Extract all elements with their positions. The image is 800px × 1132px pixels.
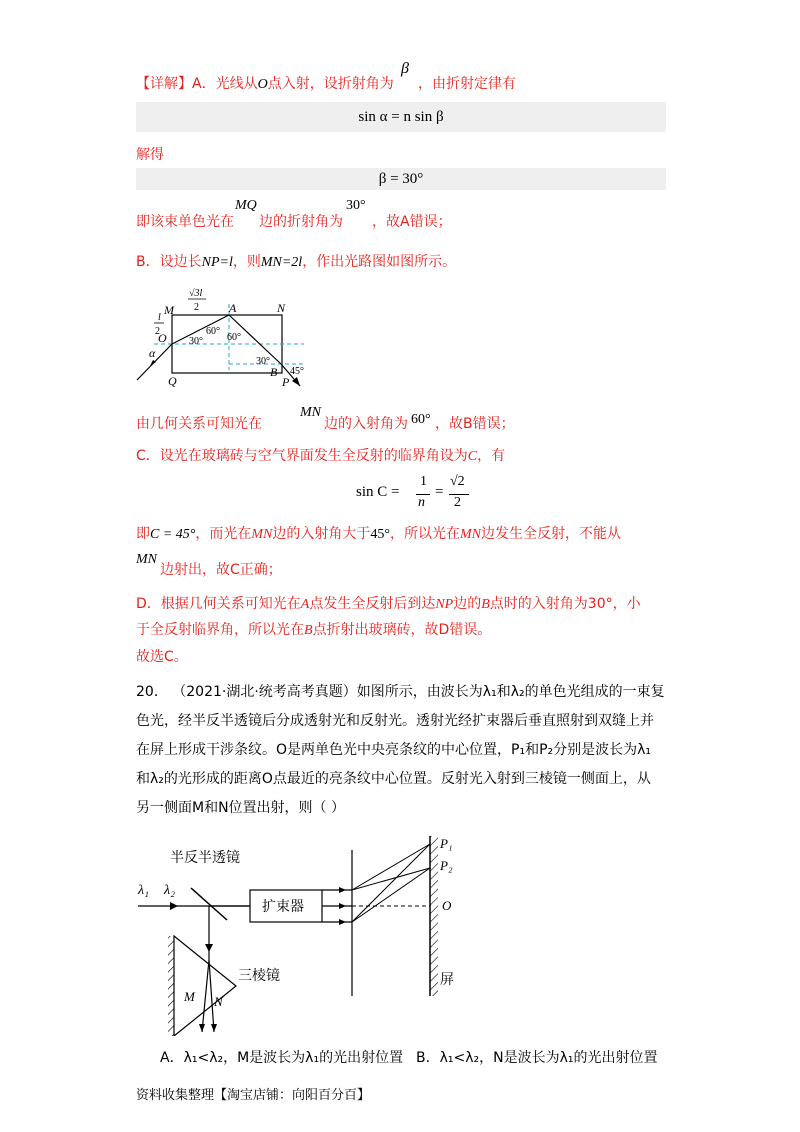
concl-c-4: ，所以光在: [390, 526, 460, 542]
prism-hatch: [168, 936, 174, 1036]
fig-label-alpha: α: [149, 346, 156, 360]
footer: 资料收集整理【淘宝店铺：向阳百分百】: [136, 1088, 371, 1103]
mn-symbol-c3: MN: [136, 552, 157, 567]
mn-c1: MN: [251, 527, 273, 542]
arrow-m: [199, 1024, 205, 1032]
fig-sqrt3l-num: √3l: [189, 288, 203, 299]
expander-label: 扩束器: [262, 900, 304, 915]
part-d-5: 于全反射临界角，所以光在: [136, 622, 304, 638]
o-label: O: [442, 898, 452, 913]
b-symbol-2: B: [304, 623, 313, 638]
np-symbol: NP: [435, 597, 454, 612]
part-d-line-2: [136, 620, 491, 641]
eq3-den1: n: [418, 495, 425, 510]
mn-2l: MN=2l: [260, 255, 303, 270]
equation-1: sin α = n sin β: [358, 109, 444, 125]
equation-box-2: [136, 168, 666, 190]
light-path-figure: [134, 282, 324, 392]
part-d-line-1: [136, 594, 641, 615]
concl-b-2: 边的入射角为: [324, 416, 408, 432]
part-a-line: [136, 74, 394, 95]
concl-c-5: 边发生全反射，不能从: [481, 526, 621, 542]
arrow-bot: [339, 919, 346, 925]
solution-label: 【详解】: [136, 76, 192, 92]
c45: C = 45°: [150, 527, 196, 542]
conclusion-a: [136, 212, 234, 232]
fig-label-m: M: [164, 303, 174, 317]
screen-hatch: [430, 836, 438, 996]
eq3-num1: 1: [420, 474, 427, 489]
c-symbol: C: [467, 449, 478, 464]
concl-a-3: ，故A错误；: [372, 214, 452, 230]
concl-a-2: 边的折射角为: [259, 214, 343, 230]
mn-c2: MN: [460, 527, 481, 542]
part-b-1: B．设边长: [136, 254, 202, 270]
part-c-line: [136, 446, 505, 467]
answer: 故选C。: [136, 649, 188, 665]
interference-figure: [134, 836, 474, 1036]
fig-angle-30-left: 30°: [189, 336, 203, 347]
concl-c-6: 边射出，故C正确；: [160, 562, 282, 578]
concl-c-1: 即: [136, 526, 150, 542]
eq3-den2: 2: [454, 495, 461, 510]
n-label: N: [214, 994, 223, 1009]
concl-b-3: ，故B错误；: [435, 416, 515, 432]
p1-label: P₁: [440, 836, 453, 851]
fig-label-n: N: [277, 301, 286, 315]
equation-box-1: [136, 102, 666, 132]
part-d-4: 点时的入射角为30°，小: [489, 596, 641, 612]
eq3-num2: √2: [450, 474, 465, 489]
prism: [174, 936, 236, 1036]
lambda1-label: λ₁: [138, 883, 149, 898]
part-d-6: 点折射出玻璃砖，故D错误。: [312, 622, 492, 638]
part-a-suffix: ，由折射定律有: [418, 76, 516, 92]
p2-label: P₂: [440, 858, 453, 873]
beta-symbol: β: [401, 60, 409, 77]
incoming-arrow: [170, 902, 178, 910]
equation-2: β = 30°: [378, 171, 424, 187]
q20-line-5: 另一侧面M和N位置出射，则（ ）: [136, 800, 346, 816]
concl-c-line-1: [136, 524, 621, 545]
prism-label: 三棱镜: [238, 969, 280, 984]
ray-s2-p2: [352, 868, 430, 922]
part-c-2: ，有: [477, 448, 506, 464]
part-a-mid: 点入射，设折射角为: [267, 76, 394, 92]
fig-label-a: A: [229, 301, 237, 315]
part-b-line: [136, 252, 456, 273]
part-d-1: D．根据几何关系可知光在: [136, 596, 301, 612]
ray-s1-p2: [352, 868, 430, 890]
fig-label-p: P: [282, 375, 290, 389]
fig-half-l-num: l: [158, 312, 161, 323]
fig-label-o: O: [158, 331, 167, 345]
fig-half-l-den: 2: [155, 326, 160, 337]
b-symbol: B: [481, 597, 490, 612]
point-o: O: [257, 77, 268, 92]
concl-b-1: 由几何关系可知光在: [136, 416, 262, 432]
equation-3: [356, 474, 476, 514]
fig-label-b: B: [270, 365, 278, 379]
arrow-n: [211, 1024, 217, 1032]
solve-label: 解得: [136, 147, 164, 163]
mirror-label: 半反半透镜: [170, 851, 240, 866]
fig-angle-60-right: 60°: [227, 332, 241, 343]
part-a-text: A．光线从: [192, 76, 258, 92]
arrow-top: [339, 887, 346, 893]
part-d-3: 边的: [453, 596, 482, 612]
option-a: A．λ₁<λ₂，M是波长为λ₁的光出射位置: [160, 1050, 404, 1066]
deg45: 45°: [370, 527, 390, 542]
a-symbol: A: [300, 597, 310, 612]
q20-line-4: 和λ₂的光形成的距离O点最近的亮条纹中心位置。反射光入射到三棱镜一侧面上，从: [136, 771, 651, 787]
q20-line-1: 20． （2021·湖北·统考高考真题）如图所示，由波长为λ₁和λ₂的单色光组成的一束复: [136, 684, 665, 700]
q20-line-3: 在屏上形成干涉条纹。O是两单色光中央亮条纹的中心位置，P₁和P₂分别是波长为λ₁: [136, 742, 652, 758]
screen-label: 屏: [440, 973, 454, 988]
fig-angle-30-b: 30°: [256, 356, 270, 367]
part-b-2: ，则: [232, 254, 261, 270]
reflected-arrow: [205, 944, 213, 952]
mq-symbol: MQ: [235, 198, 257, 213]
arrow-mid: [339, 903, 346, 909]
part-b-3: ，作出光路图如图所示。: [302, 254, 457, 270]
fig-angle-60-top: 60°: [206, 326, 220, 337]
deg60-symbol: 60°: [411, 412, 431, 427]
part-c-1: C．设光在玻璃砖与空气界面发生全反射的临界角设为: [136, 448, 468, 464]
lambda2-label: λ₂: [164, 883, 175, 898]
part-d-2: 点发生全反射后到达: [309, 596, 436, 612]
fig-label-q: Q: [168, 374, 177, 388]
option-b: B．λ₁<λ₂，N是波长为λ₁的光出射位置: [416, 1050, 658, 1066]
m-label: M: [184, 989, 195, 1004]
fig-angle-45: 45°: [290, 366, 304, 377]
fig-sqrt3l-den: 2: [194, 302, 199, 313]
eq3-eq: =: [435, 484, 444, 500]
mn-symbol-b: MN: [300, 405, 321, 420]
concl-c-2: ，而光在: [195, 526, 252, 542]
deg30-symbol: 30°: [346, 198, 366, 213]
q20-line-2: 色光，经半反半透镜后分成透射光和反射光。透射光经扩束器后垂直照射到双缝上并: [136, 713, 654, 729]
np-l: NP=l: [201, 255, 233, 270]
concl-a-1: 即该束单色光在: [136, 214, 234, 230]
concl-c-3: 边的入射角大于: [272, 526, 371, 542]
eq3-left: sin C =: [356, 484, 400, 500]
